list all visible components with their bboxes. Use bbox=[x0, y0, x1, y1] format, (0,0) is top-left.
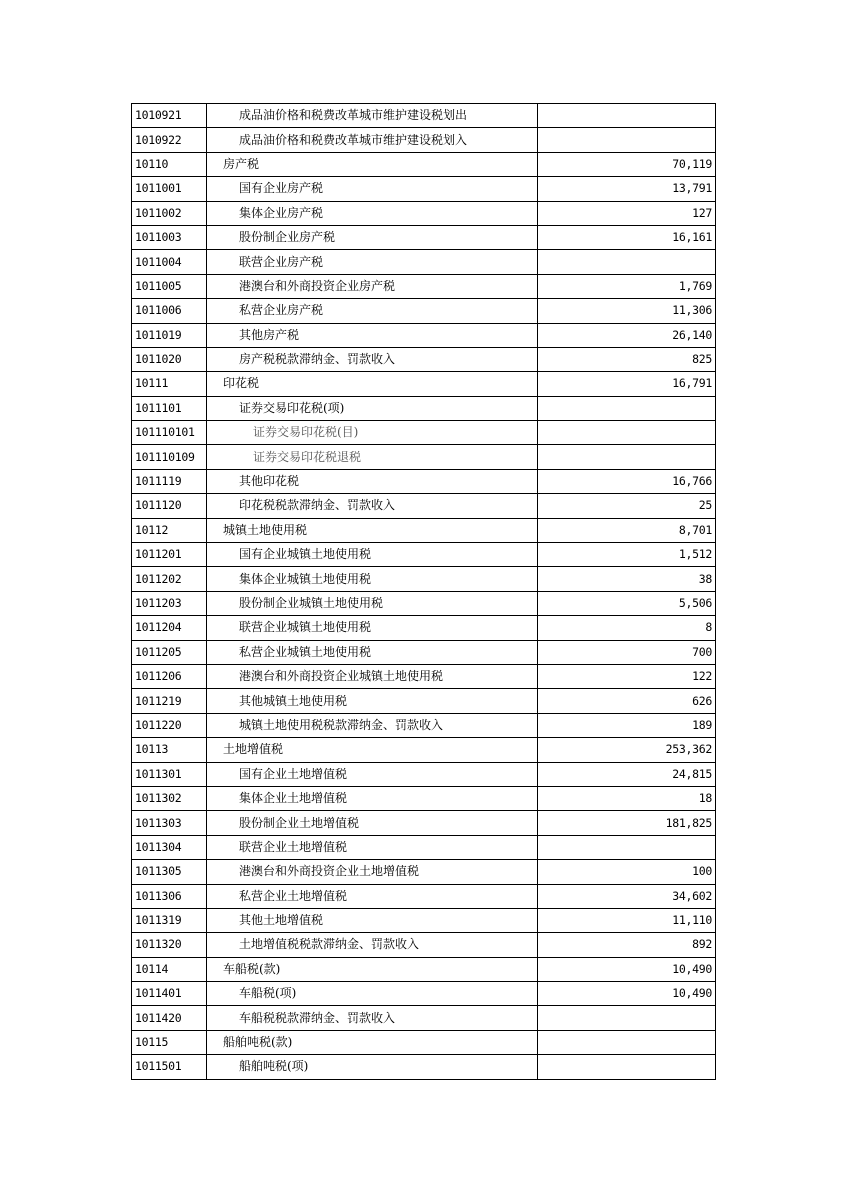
subject-code-cell: 10112 bbox=[132, 518, 207, 542]
amount-cell: 127 bbox=[538, 201, 716, 225]
amount-cell: 5,506 bbox=[538, 591, 716, 615]
subject-name-cell: 证券交易印花税(目) bbox=[207, 421, 538, 445]
subject-name-cell: 车船税(款) bbox=[207, 957, 538, 981]
subject-name-cell: 私营企业城镇土地使用税 bbox=[207, 640, 538, 664]
amount-cell bbox=[538, 1006, 716, 1030]
amount-cell: 34,602 bbox=[538, 884, 716, 908]
subject-name-cell: 股份制企业城镇土地使用税 bbox=[207, 591, 538, 615]
amount-cell bbox=[538, 1055, 716, 1079]
table-row bbox=[132, 786, 716, 810]
table-row bbox=[132, 908, 716, 932]
table-row bbox=[132, 177, 716, 201]
subject-name-cell: 私营企业房产税 bbox=[207, 299, 538, 323]
table-row bbox=[132, 640, 716, 664]
subject-name-cell: 港澳台和外商投资企业城镇土地使用税 bbox=[207, 664, 538, 688]
amount-cell: 26,140 bbox=[538, 323, 716, 347]
amount-cell: 38 bbox=[538, 567, 716, 591]
amount-cell: 892 bbox=[538, 933, 716, 957]
subject-code-cell: 10110 bbox=[132, 152, 207, 176]
subject-name-cell: 其他印花税 bbox=[207, 469, 538, 493]
amount-cell: 10,490 bbox=[538, 982, 716, 1006]
table-row bbox=[132, 689, 716, 713]
amount-cell bbox=[538, 445, 716, 469]
table-row bbox=[132, 323, 716, 347]
table-row bbox=[132, 1006, 716, 1030]
amount-cell bbox=[538, 250, 716, 274]
subject-name-cell: 集体企业城镇土地使用税 bbox=[207, 567, 538, 591]
subject-code-cell: 101110109 bbox=[132, 445, 207, 469]
subject-code-cell: 1011501 bbox=[132, 1055, 207, 1079]
subject-code-cell: 1011205 bbox=[132, 640, 207, 664]
subject-code-cell: 1011004 bbox=[132, 250, 207, 274]
subject-name-cell: 车船税税款滞纳金、罚款收入 bbox=[207, 1006, 538, 1030]
subject-code-cell: 1011319 bbox=[132, 908, 207, 932]
subject-name-cell: 房产税 bbox=[207, 152, 538, 176]
table-row bbox=[132, 518, 716, 542]
amount-cell: 122 bbox=[538, 664, 716, 688]
table-row bbox=[132, 762, 716, 786]
subject-code-cell: 1011304 bbox=[132, 835, 207, 859]
subject-name-cell: 城镇土地使用税 bbox=[207, 518, 538, 542]
table-row bbox=[132, 567, 716, 591]
table-row bbox=[132, 152, 716, 176]
subject-name-cell: 船舶吨税(款) bbox=[207, 1030, 538, 1054]
amount-cell: 11,306 bbox=[538, 299, 716, 323]
budget-revenue-table bbox=[131, 103, 716, 1080]
table-body bbox=[132, 104, 716, 1080]
table-row bbox=[132, 835, 716, 859]
subject-name-cell: 集体企业房产税 bbox=[207, 201, 538, 225]
table-row bbox=[132, 1055, 716, 1079]
subject-code-cell: 1011306 bbox=[132, 884, 207, 908]
subject-name-cell: 联营企业土地增值税 bbox=[207, 835, 538, 859]
amount-cell: 70,119 bbox=[538, 152, 716, 176]
subject-code-cell: 1011006 bbox=[132, 299, 207, 323]
subject-code-cell: 101110101 bbox=[132, 421, 207, 445]
amount-cell: 189 bbox=[538, 713, 716, 737]
subject-name-cell: 印花税税款滞纳金、罚款收入 bbox=[207, 494, 538, 518]
amount-cell: 8,701 bbox=[538, 518, 716, 542]
amount-cell bbox=[538, 396, 716, 420]
subject-code-cell: 1011303 bbox=[132, 811, 207, 835]
subject-code-cell: 1011201 bbox=[132, 543, 207, 567]
subject-name-cell: 其他土地增值税 bbox=[207, 908, 538, 932]
table-row bbox=[132, 664, 716, 688]
table-row bbox=[132, 1030, 716, 1054]
table-row bbox=[132, 421, 716, 445]
subject-code-cell: 10113 bbox=[132, 738, 207, 762]
amount-cell: 13,791 bbox=[538, 177, 716, 201]
amount-cell: 24,815 bbox=[538, 762, 716, 786]
subject-name-cell: 股份制企业土地增值税 bbox=[207, 811, 538, 835]
subject-code-cell: 1011302 bbox=[132, 786, 207, 810]
subject-code-cell: 1011204 bbox=[132, 616, 207, 640]
subject-code-cell: 10114 bbox=[132, 957, 207, 981]
amount-cell: 181,825 bbox=[538, 811, 716, 835]
table-row bbox=[132, 469, 716, 493]
table-row bbox=[132, 884, 716, 908]
table-row bbox=[132, 274, 716, 298]
subject-code-cell: 1011220 bbox=[132, 713, 207, 737]
amount-cell: 253,362 bbox=[538, 738, 716, 762]
subject-code-cell: 1011120 bbox=[132, 494, 207, 518]
subject-name-cell: 港澳台和外商投资企业房产税 bbox=[207, 274, 538, 298]
amount-cell: 16,766 bbox=[538, 469, 716, 493]
table-row bbox=[132, 957, 716, 981]
subject-name-cell: 土地增值税税款滞纳金、罚款收入 bbox=[207, 933, 538, 957]
amount-cell bbox=[538, 128, 716, 152]
table-row bbox=[132, 299, 716, 323]
subject-name-cell: 集体企业土地增值税 bbox=[207, 786, 538, 810]
amount-cell: 25 bbox=[538, 494, 716, 518]
subject-name-cell: 联营企业城镇土地使用税 bbox=[207, 616, 538, 640]
subject-name-cell: 证券交易印花税退税 bbox=[207, 445, 538, 469]
subject-name-cell: 成品油价格和税费改革城市维护建设税划出 bbox=[207, 104, 538, 128]
subject-code-cell: 1011003 bbox=[132, 225, 207, 249]
subject-code-cell: 1011001 bbox=[132, 177, 207, 201]
subject-code-cell: 1011320 bbox=[132, 933, 207, 957]
amount-cell: 10,490 bbox=[538, 957, 716, 981]
table-row bbox=[132, 591, 716, 615]
subject-code-cell: 1011301 bbox=[132, 762, 207, 786]
subject-code-cell: 1011420 bbox=[132, 1006, 207, 1030]
subject-name-cell: 股份制企业房产税 bbox=[207, 225, 538, 249]
subject-name-cell: 私营企业土地增值税 bbox=[207, 884, 538, 908]
table-row bbox=[132, 933, 716, 957]
subject-code-cell: 1011401 bbox=[132, 982, 207, 1006]
subject-name-cell: 联营企业房产税 bbox=[207, 250, 538, 274]
subject-name-cell: 其他房产税 bbox=[207, 323, 538, 347]
table-row bbox=[132, 396, 716, 420]
subject-code-cell: 1011101 bbox=[132, 396, 207, 420]
amount-cell bbox=[538, 1030, 716, 1054]
amount-cell: 8 bbox=[538, 616, 716, 640]
amount-cell: 1,512 bbox=[538, 543, 716, 567]
amount-cell: 825 bbox=[538, 347, 716, 371]
table-row bbox=[132, 543, 716, 567]
amount-cell bbox=[538, 835, 716, 859]
table-row bbox=[132, 347, 716, 371]
table-row bbox=[132, 494, 716, 518]
subject-code-cell: 1011305 bbox=[132, 860, 207, 884]
table-row bbox=[132, 860, 716, 884]
amount-cell: 626 bbox=[538, 689, 716, 713]
table-row bbox=[132, 372, 716, 396]
subject-code-cell: 1011219 bbox=[132, 689, 207, 713]
table-row bbox=[132, 713, 716, 737]
amount-cell: 16,791 bbox=[538, 372, 716, 396]
subject-name-cell: 城镇土地使用税税款滞纳金、罚款收入 bbox=[207, 713, 538, 737]
amount-cell: 1,769 bbox=[538, 274, 716, 298]
subject-code-cell: 1011203 bbox=[132, 591, 207, 615]
table-row bbox=[132, 445, 716, 469]
subject-name-cell: 证券交易印花税(项) bbox=[207, 396, 538, 420]
table-row bbox=[132, 738, 716, 762]
amount-cell: 100 bbox=[538, 860, 716, 884]
subject-code-cell: 1011019 bbox=[132, 323, 207, 347]
subject-name-cell: 国有企业城镇土地使用税 bbox=[207, 543, 538, 567]
subject-name-cell: 房产税税款滞纳金、罚款收入 bbox=[207, 347, 538, 371]
subject-code-cell: 1010921 bbox=[132, 104, 207, 128]
table-row bbox=[132, 104, 716, 128]
amount-cell bbox=[538, 421, 716, 445]
amount-cell: 16,161 bbox=[538, 225, 716, 249]
subject-code-cell: 1011202 bbox=[132, 567, 207, 591]
subject-code-cell: 1010922 bbox=[132, 128, 207, 152]
subject-name-cell: 土地增值税 bbox=[207, 738, 538, 762]
table-row bbox=[132, 811, 716, 835]
subject-code-cell: 1011119 bbox=[132, 469, 207, 493]
table-row bbox=[132, 250, 716, 274]
subject-code-cell: 10111 bbox=[132, 372, 207, 396]
subject-name-cell: 港澳台和外商投资企业土地增值税 bbox=[207, 860, 538, 884]
table-row bbox=[132, 128, 716, 152]
amount-cell: 700 bbox=[538, 640, 716, 664]
subject-name-cell: 其他城镇土地使用税 bbox=[207, 689, 538, 713]
subject-name-cell: 国有企业土地增值税 bbox=[207, 762, 538, 786]
table-row bbox=[132, 616, 716, 640]
table-row bbox=[132, 982, 716, 1006]
subject-name-cell: 印花税 bbox=[207, 372, 538, 396]
subject-code-cell: 10115 bbox=[132, 1030, 207, 1054]
subject-name-cell: 成品油价格和税费改革城市维护建设税划入 bbox=[207, 128, 538, 152]
subject-name-cell: 车船税(项) bbox=[207, 982, 538, 1006]
subject-name-cell: 船舶吨税(项) bbox=[207, 1055, 538, 1079]
subject-code-cell: 1011206 bbox=[132, 664, 207, 688]
table-row bbox=[132, 201, 716, 225]
table-row bbox=[132, 225, 716, 249]
subject-name-cell: 国有企业房产税 bbox=[207, 177, 538, 201]
amount-cell bbox=[538, 104, 716, 128]
subject-code-cell: 1011005 bbox=[132, 274, 207, 298]
subject-code-cell: 1011002 bbox=[132, 201, 207, 225]
subject-code-cell: 1011020 bbox=[132, 347, 207, 371]
amount-cell: 11,110 bbox=[538, 908, 716, 932]
amount-cell: 18 bbox=[538, 786, 716, 810]
